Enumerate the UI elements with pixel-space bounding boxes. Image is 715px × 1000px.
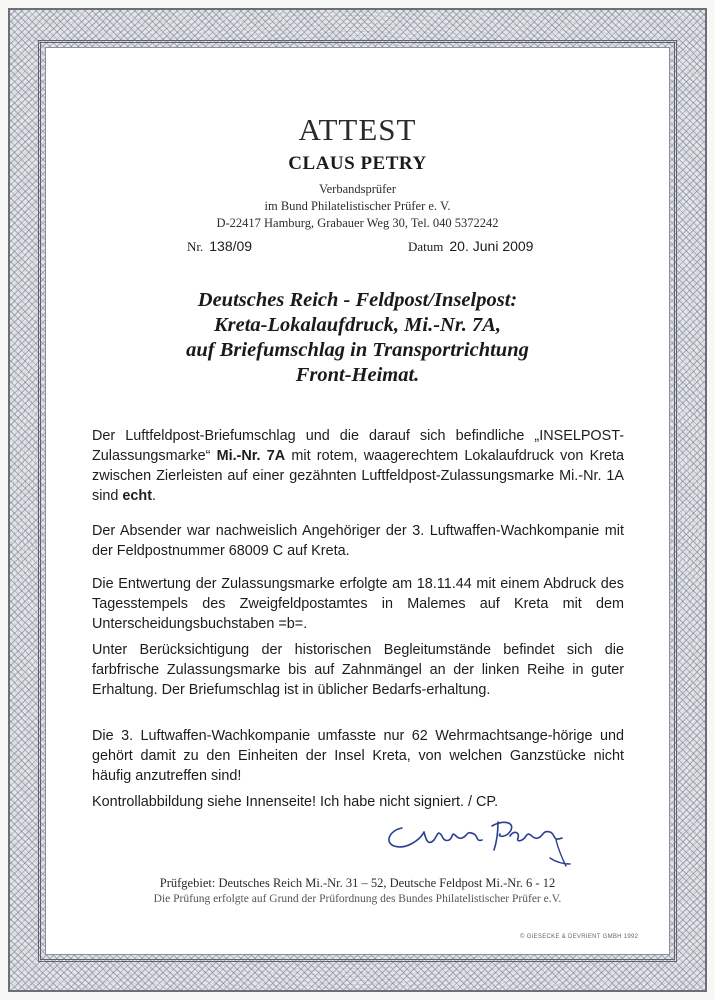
printer-imprint: © GIESECKE & DEVRIENT GMBH 1992: [520, 934, 639, 940]
nr-value: 138/09: [209, 238, 253, 254]
paragraph-text: Der Luftfeldpost-Briefumschlag und die darauf sich befindliche „INSELPOST-Zulassungsmarke“: [92, 428, 624, 464]
headline-line: auf Briefumschlag in Transportrichtung: [186, 339, 529, 361]
headline-line: Deutsches Reich - Feldpost/Inselpost:: [197, 289, 518, 311]
examiner-address: D-22417 Hamburg, Grabauer Weg 30, Tel. 040 5372242: [216, 216, 499, 230]
certificate-date: [408, 238, 533, 255]
certificate-number: [187, 238, 252, 255]
examiner-name: CLAUS PETRY: [288, 153, 427, 174]
paragraph-authenticity: [92, 426, 624, 506]
paragraph-text: .: [152, 488, 156, 504]
paragraph-control-note: Kontrollabbildung siehe Innenseite! Ich habe nicht signiert. / CP.: [92, 794, 499, 810]
paragraph-sender: Der Absender war nachweislich Angehöriger der 3. Luftwaffen-Wachkompanie mit der Feldpostnummer 68009 C auf Kreta.: [92, 523, 624, 559]
footer-scope: Prüfgebiet: Deutsches Reich Mi.-Nr. 31 – 52, Deutsche Feldpost Mi.-Nr. 6 - 12: [159, 876, 556, 890]
catalogue-number: Mi.-Nr. 7A: [216, 448, 286, 464]
document-title: ATTEST: [298, 112, 417, 147]
examiner-role: Verbandsprüfer: [318, 182, 397, 196]
nr-label: Nr.: [187, 239, 204, 254]
paragraph-cancellation: Die Entwertung der Zulassungsmarke erfolgte am 18.11.44 mit einem Abdruck des Tagesstempels des Zweigfeldpostamtes in Malemes auf Kreta mit dem Unterscheidungsbuchstaben =b=.: [92, 576, 624, 632]
certificate-headline: [90, 288, 625, 388]
headline-line: Kreta-Lokalaufdruck, Mi.-Nr. 7A,: [213, 314, 502, 336]
paragraph-condition: Unter Berücksichtigung der historischen Begleitumstände befindet sich die farbfrische Zulassungsmarke bis auf Zahnmängel an der linken Reihe in guter Erhaltung. Der Briefumschlag ist in üblicher Bedarfs-erhaltung.: [92, 642, 624, 698]
headline-line: Front-Heimat.: [295, 364, 420, 386]
verdict-genuine: echt: [122, 488, 152, 504]
footer-regulation: Die Prüfung erfolgte auf Grund der Prüfordnung des Bundes Philatelistischer Prüfer e.V.: [153, 893, 562, 905]
handwritten-signature: [380, 800, 580, 870]
datum-label: Datum: [408, 239, 444, 254]
paragraph-rarity: Die 3. Luftwaffen-Wachkompanie umfasste nur 62 Wehrmachtsange-hörige und gehört damit zu den Einheiten der Insel Kreta, von welchen Ganzstücke nicht häufig anzutreffen sind!: [92, 728, 624, 784]
paragraph-text: mit rotem, waagerechtem Lokalaufdruck von Kreta zwischen Zierleisten auf einer gezähnten Luftfeldpost-Zulassungsmarke Mi.-Nr. 1A sind: [92, 448, 624, 504]
examiner-association: im Bund Philatelistischer Prüfer e. V.: [264, 199, 451, 213]
datum-value: 20. Juni 2009: [449, 238, 534, 254]
